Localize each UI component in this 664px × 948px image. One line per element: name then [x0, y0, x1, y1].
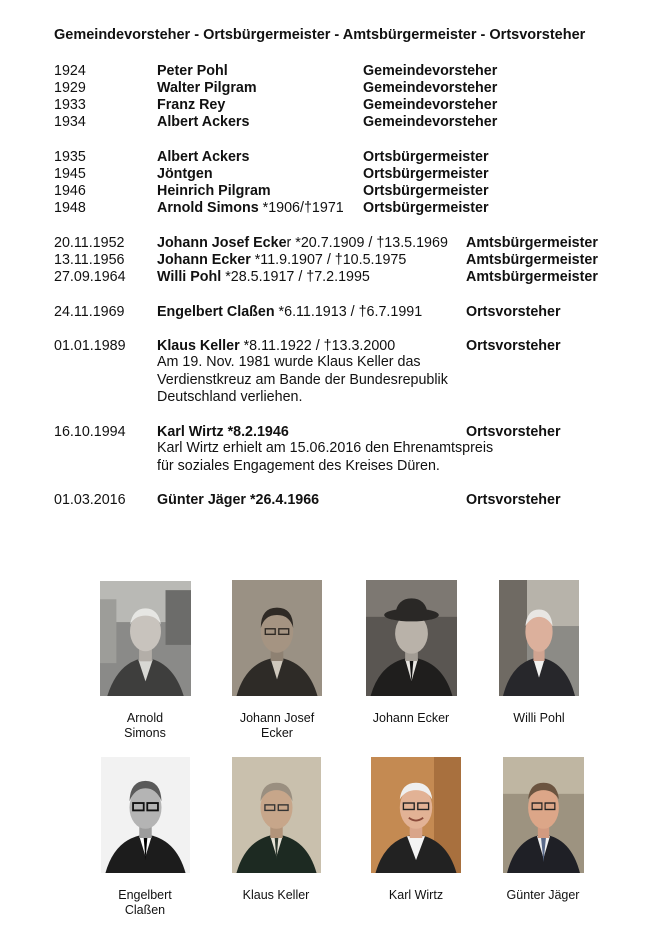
entry-role: Ortsvorsteher — [466, 424, 561, 440]
entry-name: Arnold Simons *1906/†1971 — [157, 200, 344, 216]
entry-date: 1945 — [54, 166, 86, 182]
entry-role: Ortsbürgermeister — [363, 149, 489, 165]
portrait-caption-arnold-simons: Arnold Simons — [124, 711, 166, 740]
entry-role: Ortsbürgermeister — [363, 183, 489, 199]
entry-role: Ortsbürgermeister — [363, 166, 489, 182]
entry-name: Jöntgen — [157, 166, 213, 182]
entry-date: 1935 — [54, 149, 86, 165]
portrait-caption-johann-josef-ecker: Johann Josef Ecker — [239, 711, 315, 740]
entry-name: Walter Pilgram — [157, 80, 257, 96]
portrait-photo-karl-wirtz — [371, 757, 461, 873]
entry-role: Gemeindevorsteher — [363, 63, 498, 79]
entry-role: Gemeindevorsteher — [363, 114, 498, 130]
entry-role: Gemeindevorsteher — [363, 80, 498, 96]
note-line: Deutschland verliehen. — [157, 389, 303, 405]
portrait-photo-arnold-simons — [100, 581, 191, 696]
entry-name: Franz Rey — [157, 97, 226, 113]
entry-name: Peter Pohl — [157, 63, 228, 79]
entry-role: Ortsvorsteher — [466, 492, 561, 508]
entry-name: Johann Josef Ecker *20.7.1909 / †13.5.1969 — [157, 235, 448, 251]
portrait-photo-guenter-jaeger — [503, 757, 584, 873]
entry-role: Ortsbürgermeister — [363, 200, 489, 216]
entry-name: Albert Ackers — [157, 114, 250, 130]
entry-name: Albert Ackers — [157, 149, 250, 165]
entry-date: 1933 — [54, 97, 86, 113]
portrait-photo-klaus-keller — [232, 757, 321, 873]
note-line: für soziales Engagement des Kreises Düren. — [157, 457, 440, 474]
entry-date: 20.11.1952 — [54, 235, 125, 251]
portrait-photo-johann-josef-ecker — [232, 580, 322, 696]
portrait-caption-klaus-keller: Klaus Keller — [242, 888, 310, 902]
note-keller — [157, 354, 448, 407]
entry-date: 24.11.1969 — [54, 304, 125, 320]
entry-name: Johann Ecker *11.9.1907 / †10.5.1975 — [157, 252, 407, 268]
page-title: Gemeindevorsteher - Ortsbürgermeister - Amtsbürgermeister - Ortsvorsteher — [54, 27, 586, 43]
entry-name: Engelbert Claßen *6.11.1913 / †6.7.1991 — [157, 304, 423, 320]
entry-date: 1924 — [54, 63, 86, 79]
entry-date: 16.10.1994 — [54, 424, 126, 440]
entry-date: 01.01.1989 — [54, 338, 126, 354]
entry-role: Amtsbürgermeister — [466, 269, 598, 285]
entry-date: 1948 — [54, 200, 86, 216]
entry-name: Karl Wirtz *8.2.1946 — [157, 424, 289, 440]
portrait-caption-guenter-jaeger: Günter Jäger — [506, 888, 580, 902]
entry-name: Willi Pohl *28.5.1917 / †7.2.1995 — [157, 269, 370, 285]
note-wirtz — [157, 440, 493, 475]
entry-role: Ortsvorsteher — [466, 304, 561, 320]
entry-date: 1929 — [54, 80, 86, 96]
note-line: Am 19. Nov. 1981 wurde Klaus Keller das — [157, 354, 421, 370]
entry-date: 1946 — [54, 183, 86, 199]
entry-date: 1934 — [54, 114, 86, 130]
portrait-photo-willi-pohl — [499, 580, 579, 696]
entry-role: Ortsvorsteher — [466, 338, 561, 354]
note-line: Verdienstkreuz am Bande der Bundesrepublik — [157, 371, 448, 388]
note-line: Karl Wirtz erhielt am 15.06.2016 den Ehrenamtspreis — [157, 440, 494, 456]
portrait-caption-willi-pohl: Willi Pohl — [513, 711, 565, 725]
entry-role: Amtsbürgermeister — [466, 252, 598, 268]
entry-date: 27.09.1964 — [54, 269, 126, 285]
portrait-caption-karl-wirtz: Karl Wirtz — [388, 888, 444, 902]
entry-name: Klaus Keller *8.11.1922 / †13.3.2000 — [157, 338, 396, 354]
entry-role: Amtsbürgermeister — [466, 235, 598, 251]
portrait-photo-johann-ecker — [366, 580, 457, 696]
entry-name: Heinrich Pilgram — [157, 183, 271, 199]
entry-date: 01.03.2016 — [54, 492, 126, 508]
portrait-photo-engelbert-classen — [101, 757, 190, 873]
entry-name: Günter Jäger *26.4.1966 — [157, 492, 320, 508]
portrait-caption-engelbert-classen: Engelbert Claßen — [118, 888, 172, 917]
entry-role: Gemeindevorsteher — [363, 97, 498, 113]
entry-date: 13.11.1956 — [54, 252, 125, 268]
portrait-caption-johann-ecker: Johann Ecker — [372, 711, 450, 725]
